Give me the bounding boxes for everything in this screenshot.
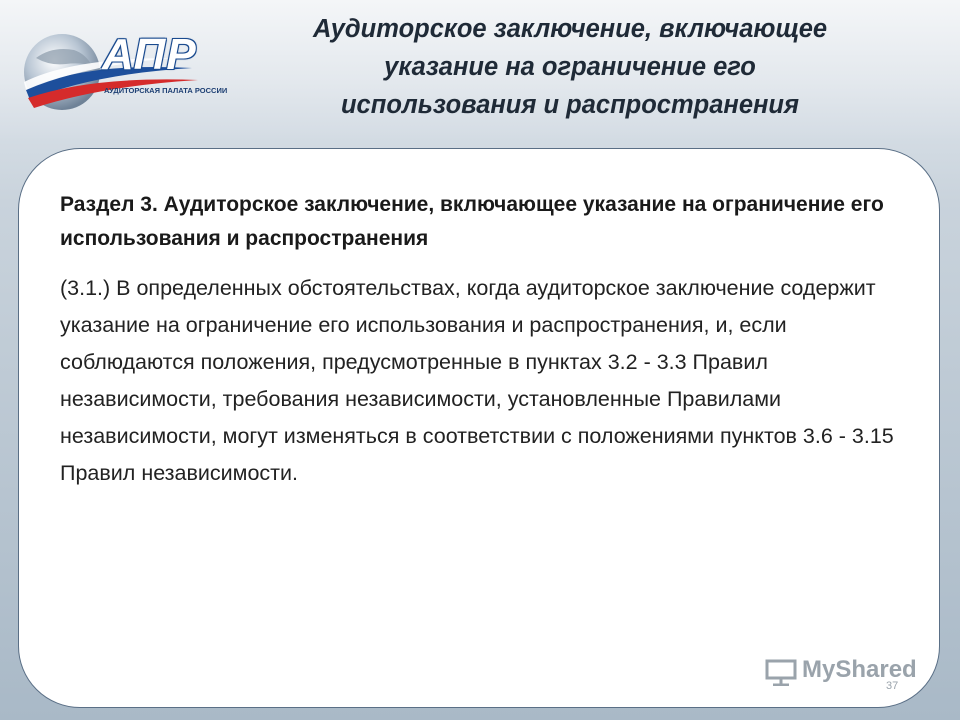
title-line: использования и распространения (340, 91, 800, 119)
title-line: Аудиторское заключение, включающее (312, 15, 828, 43)
watermark: MyShared (802, 656, 917, 683)
presentation-icon (765, 658, 799, 686)
slide-title (250, 10, 890, 124)
apr-logo (22, 28, 228, 118)
section-heading: Раздел 3. Аудиторское заключение, включающее указание на ограничение его использования и распространения (60, 193, 884, 250)
slide-header (0, 0, 960, 138)
body-paragraph: (3.1.) В определенных обстоятельствах, когда аудиторское заключение содержит указание на ограничение его использования и распространения, и, если соблюдаются положения, предусмотренные в пунктах 3.2 - 3.3 Правил независимости, требования независимости, установленные Правилами независимости, могут изменяться в соответствии с положениями пунктов 3.6 - 3.15 Правил независимости. (60, 276, 894, 485)
logo-subtitle: АУДИТОРСКАЯ ПАЛАТА РОССИИ (104, 86, 228, 95)
page-number: 37 (886, 680, 899, 692)
title-line: указание на ограничение его (384, 53, 756, 81)
logo-wordmark: АПР (102, 30, 197, 79)
